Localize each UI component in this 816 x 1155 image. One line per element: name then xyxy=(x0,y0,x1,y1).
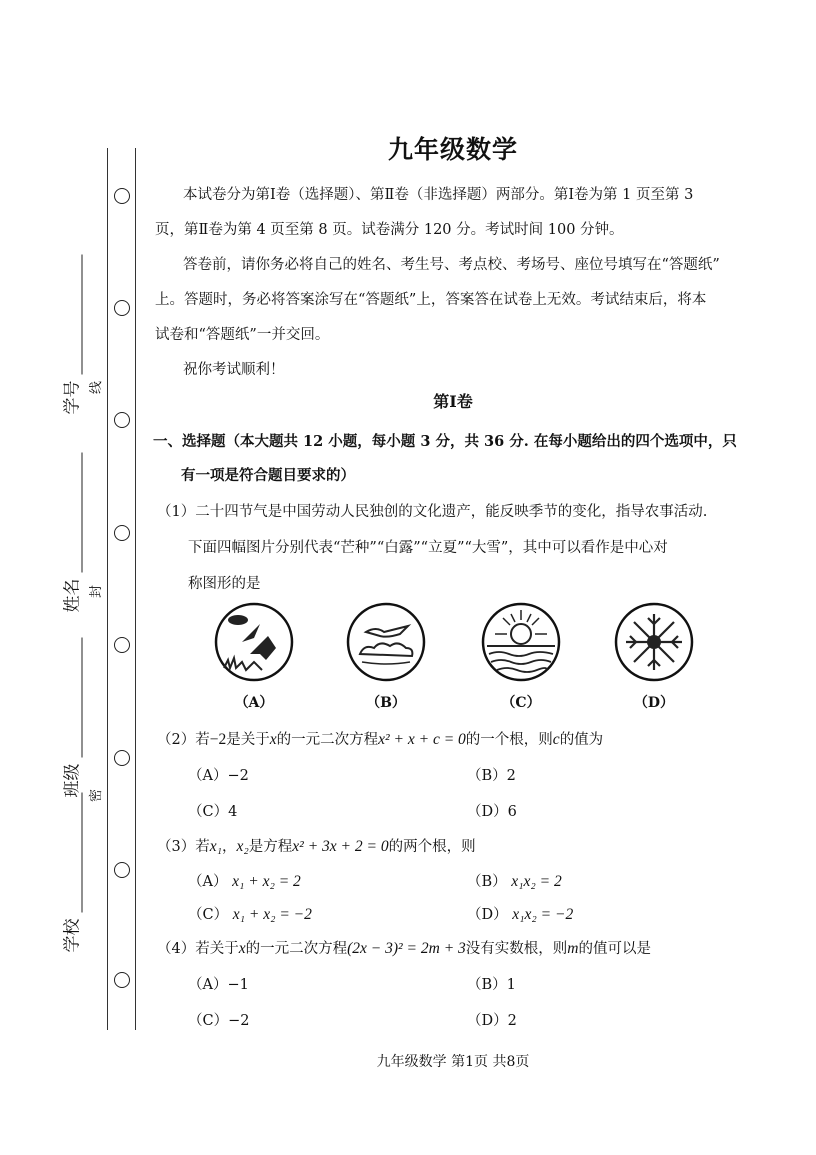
q3-option-b-label: （B） xyxy=(467,874,507,890)
binding-hole xyxy=(114,637,130,653)
q4-variable-x: x xyxy=(238,940,246,957)
q4-stem-text: （4）若关于 xyxy=(157,941,239,957)
page-footer: 九年级数学 第1页 共8页 xyxy=(376,1054,530,1070)
q3-stem-text: （3）若 xyxy=(157,839,210,855)
q2-stem-text: 是关于 xyxy=(226,732,270,748)
class-blank[interactable] xyxy=(66,638,83,758)
q4-stem-text: 的一元二次方程 xyxy=(245,941,348,957)
q3-option-d-label: （D） xyxy=(467,907,508,923)
q4-stem-text: 没有实数根，则 xyxy=(465,941,568,957)
figure-c-label: （C） xyxy=(501,695,541,711)
q3-stem-text: 的两个根，则 xyxy=(388,839,476,855)
student-id-blank[interactable] xyxy=(66,255,83,375)
q1-line-2: 下面四幅图片分别代表“芒种”“白露”“立夏”“大雪”，其中可以看作是中心对 xyxy=(188,540,668,556)
seal-mark-seal: 封 xyxy=(89,584,105,599)
q2-option-c[interactable]: （C）4 xyxy=(188,804,238,820)
q4-option-c[interactable]: （C）−2 xyxy=(188,1013,250,1029)
q1-line-1: （1）二十四节气是中国劳动人民独创的文化遗产，能反映季节的变化，指导农事活动. xyxy=(157,504,708,520)
binding-hole xyxy=(114,412,130,428)
school-blank[interactable] xyxy=(66,793,83,913)
intro-line-2: 页，第Ⅱ卷为第 4 页至第 8 页。试卷满分 120 分。考试时间 100 分钟。 xyxy=(155,222,624,238)
part1-heading-2: 有一项是符合题目要求的） xyxy=(181,467,355,484)
section-title: 第Ⅰ卷 xyxy=(433,392,473,411)
q2-option-b[interactable]: （B）2 xyxy=(467,768,516,784)
class-field[interactable] xyxy=(58,638,83,798)
q2-stem-text: （2）若 xyxy=(157,732,210,748)
figure-c-lixia[interactable] xyxy=(481,602,561,682)
seal-mark-secret: 密 xyxy=(89,788,105,803)
q2-option-d[interactable]: （D）6 xyxy=(467,804,517,820)
q3-stem-text: 是方程 xyxy=(248,839,293,855)
q3-stem xyxy=(157,835,476,856)
q2-stem-text: 的一个根，则 xyxy=(465,732,553,748)
q3-option-d-expr: x₁x₂ = −2 xyxy=(512,906,574,923)
q3-option-d[interactable] xyxy=(467,903,573,924)
q4-stem-text: 的值可以是 xyxy=(578,941,651,957)
student-name-field[interactable] xyxy=(58,453,83,613)
student-name-blank[interactable] xyxy=(66,453,83,573)
q2-variable-c: c xyxy=(552,731,560,748)
margin-line-outer xyxy=(107,148,108,1030)
binding-hole xyxy=(114,188,130,204)
q4-option-b[interactable]: （B）1 xyxy=(467,977,516,993)
seal-mark-line: 线 xyxy=(89,380,105,395)
q3-equation: x² + 3x + 2 = 0 xyxy=(292,838,389,855)
q2-stem-text: 的值为 xyxy=(559,732,604,748)
page-title: 九年级数学 xyxy=(387,135,518,164)
binding-hole xyxy=(114,525,130,541)
q3-option-a-expr: x₁ + x₂ = 2 xyxy=(232,873,301,890)
student-name-label: 姓名 xyxy=(62,578,83,613)
part1-heading-1: 一、选择题（本大题共 12 小题，每小题 3 分，共 36 分. 在每小题给出的四个选项中，只 xyxy=(153,433,737,450)
intro-line-1: 本试卷分为第Ⅰ卷（选择题）、第Ⅱ卷（非选择题）两部分。第Ⅰ卷为第 1 页至第 3 xyxy=(183,187,694,203)
figure-a-mangzhong[interactable] xyxy=(214,602,294,682)
intro-line-6: 祝你考试顺利！ xyxy=(183,362,285,378)
q3-x1: x₁ xyxy=(209,838,223,855)
intro-line-5: 试卷和“答题纸”一并交回。 xyxy=(155,327,330,343)
q3-option-c[interactable] xyxy=(188,903,312,924)
q2-stem-text: 的一元二次方程 xyxy=(276,732,379,748)
q3-option-b-expr: x₁x₂ = 2 xyxy=(511,873,562,890)
q2-equation: x² + x + c = 0 xyxy=(378,731,466,748)
binding-hole xyxy=(114,300,130,316)
q2-option-a[interactable]: （A）−2 xyxy=(188,768,249,784)
binding-hole xyxy=(114,750,130,766)
q4-stem xyxy=(157,937,651,958)
q2-root-value: −2 xyxy=(209,731,227,748)
figure-b-label: （B） xyxy=(366,695,406,711)
binding-hole xyxy=(114,972,130,988)
figure-b-bailu[interactable] xyxy=(346,602,426,682)
intro-line-3: 答卷前，请你务必将自己的姓名、考生号、考点校、考场号、座位号填写在“答题纸” xyxy=(183,257,720,273)
q4-equation: (2x − 3)² = 2m + 3 xyxy=(347,940,466,957)
q3-x2: x₂ xyxy=(236,838,249,855)
q4-option-a[interactable]: （A）−1 xyxy=(188,977,249,993)
q3-option-b[interactable] xyxy=(467,870,562,891)
q3-option-c-label: （C） xyxy=(188,907,229,923)
binding-hole xyxy=(114,862,130,878)
q3-option-a[interactable] xyxy=(188,870,301,891)
q3-option-a-label: （A） xyxy=(188,874,228,890)
class-label: 班级 xyxy=(62,763,83,798)
intro-line-4: 上。答题时，务必将答案涂写在“答题纸”上，答案答在试卷上无效。考试结束后，将本 xyxy=(155,292,707,308)
student-id-label: 学号 xyxy=(62,380,83,415)
q2-stem xyxy=(157,728,603,749)
margin-line-inner xyxy=(135,148,136,1030)
figure-d-label: （D） xyxy=(633,695,675,711)
figure-a-label: （A） xyxy=(234,695,274,711)
school-label: 学校 xyxy=(62,918,83,953)
figure-d-daxue[interactable] xyxy=(614,602,694,682)
q2-variable-x: x xyxy=(269,731,277,748)
q4-option-d[interactable]: （D）2 xyxy=(467,1013,517,1029)
q1-line-3: 称图形的是 xyxy=(188,576,261,592)
q3-separator: ， xyxy=(222,839,237,855)
q3-option-c-expr: x₁ + x₂ = −2 xyxy=(232,906,312,923)
school-field[interactable] xyxy=(58,793,83,953)
q4-variable-m: m xyxy=(567,940,579,957)
